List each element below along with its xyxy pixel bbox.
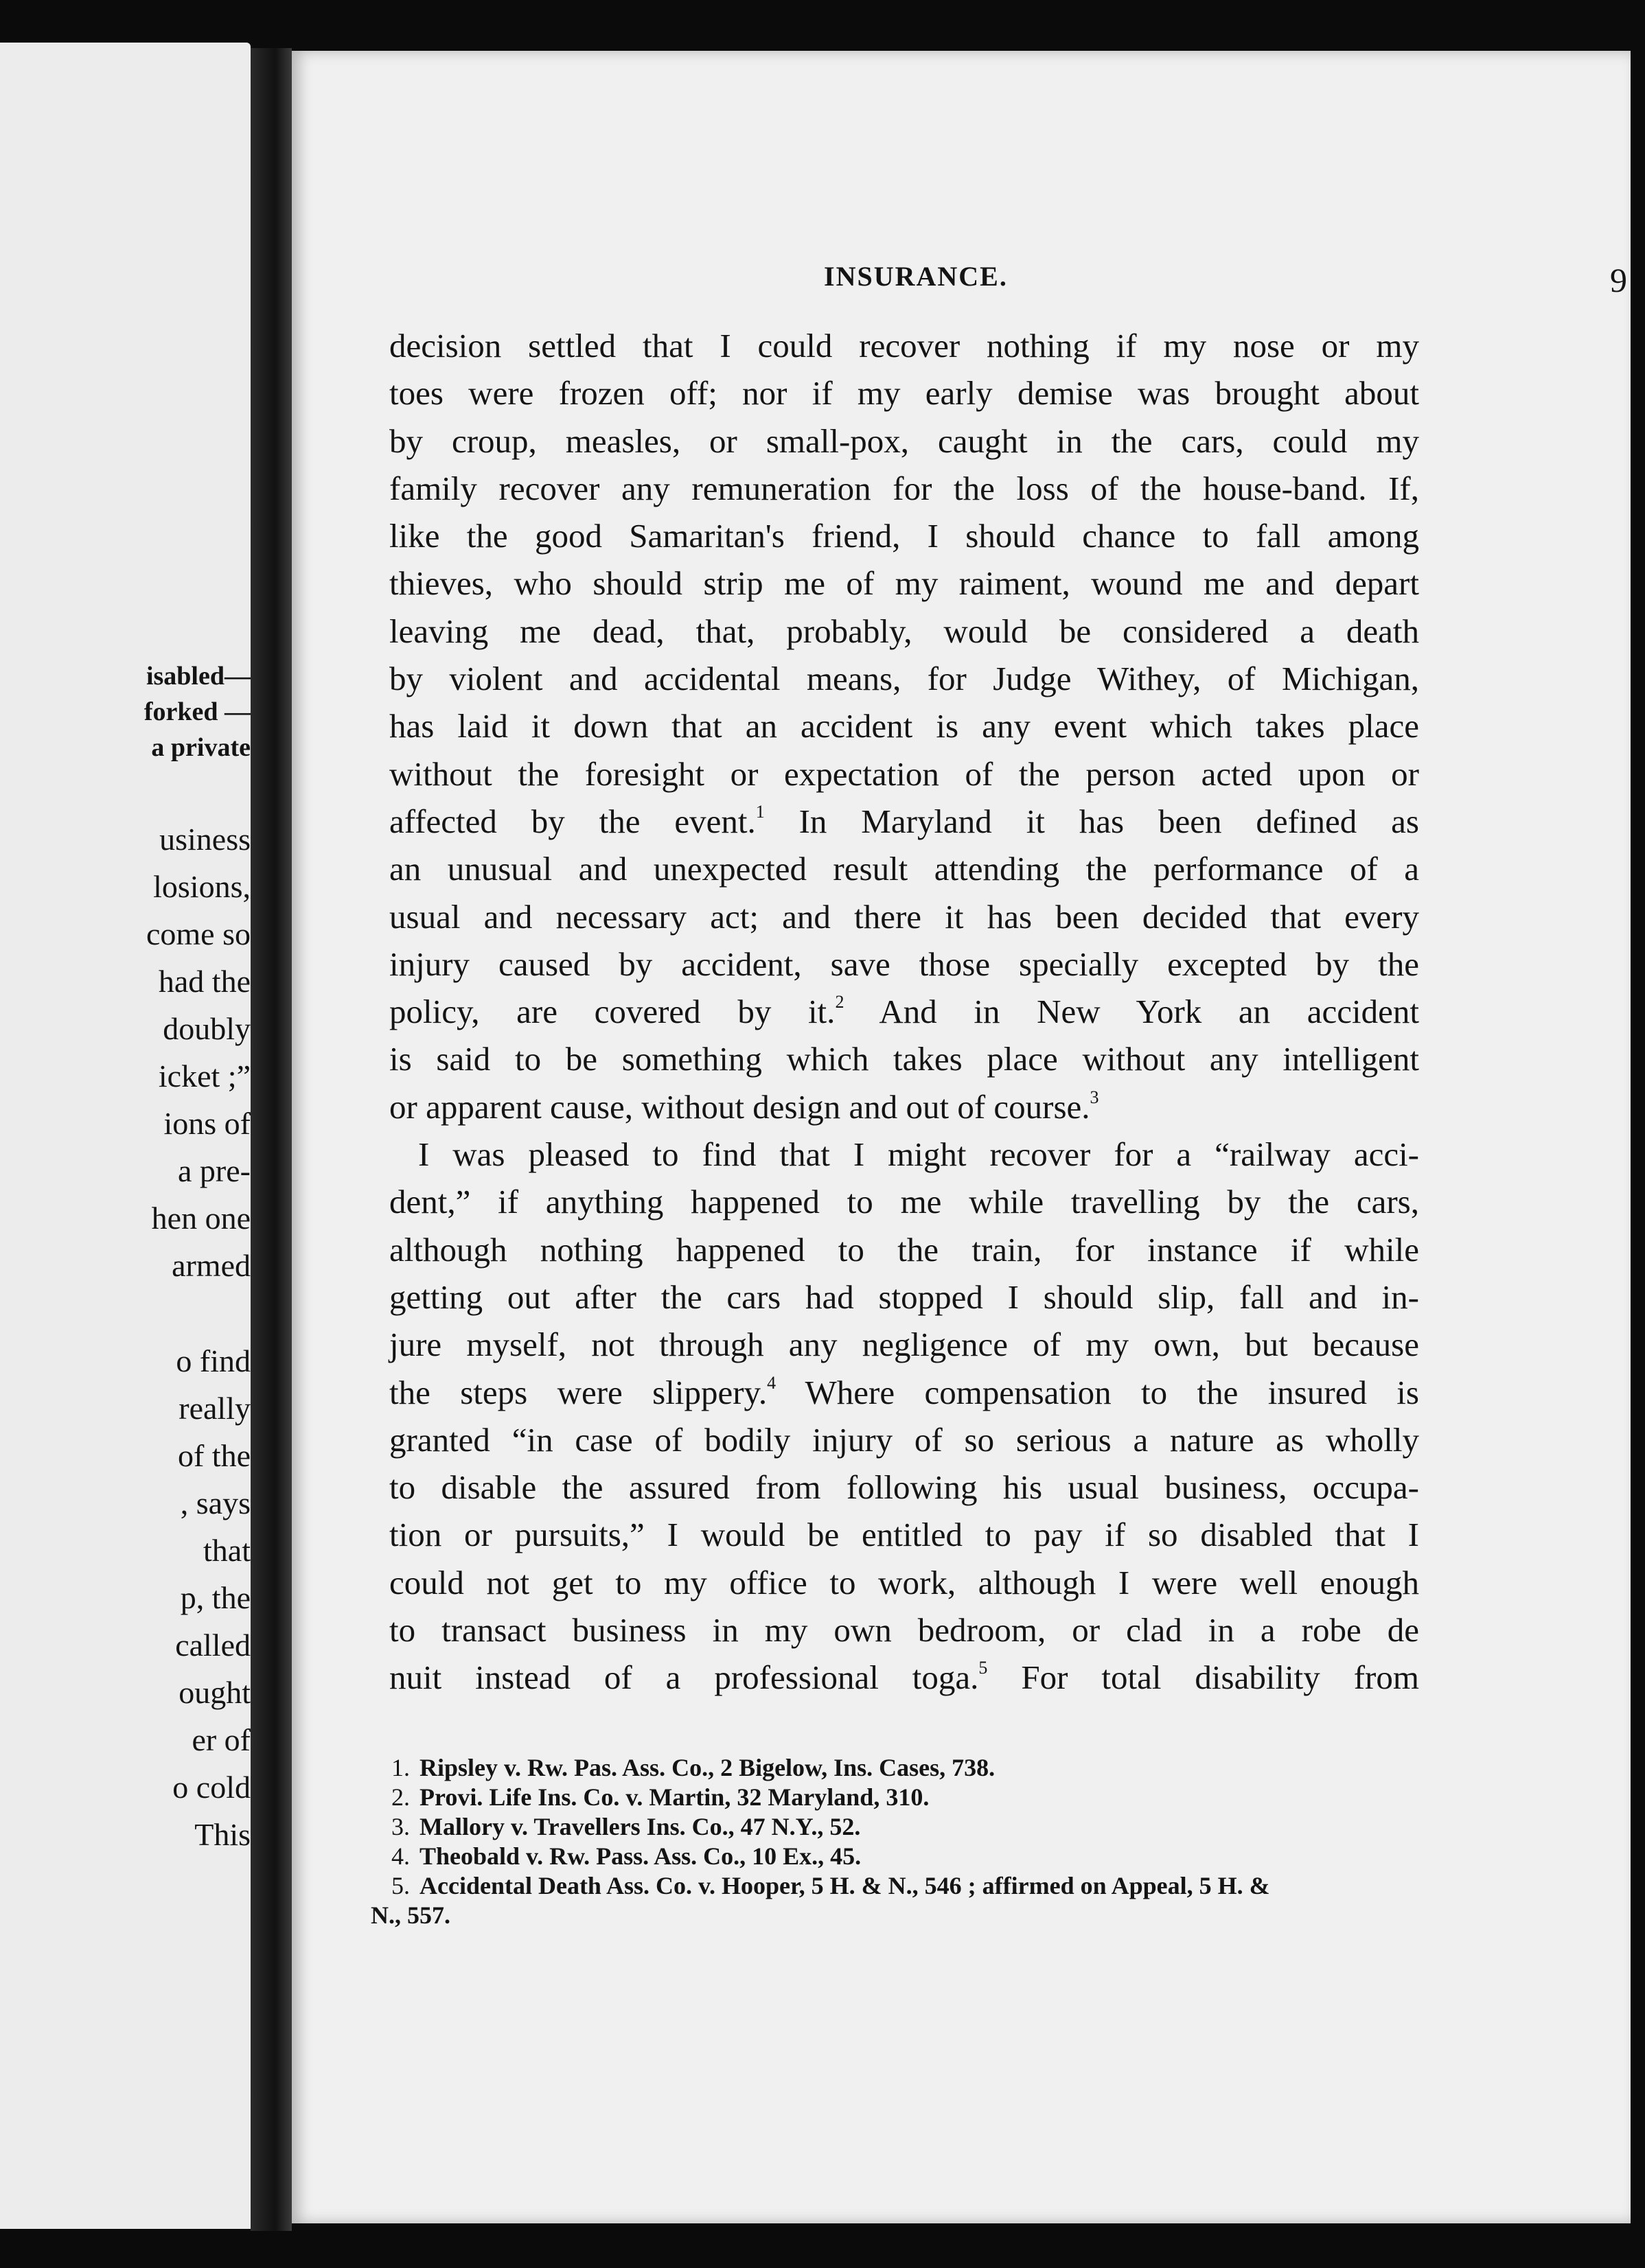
left-fragment-line: armed [172,1248,251,1283]
text-line: jure myself, not through any negligence of my own, but because [389,1326,1419,1364]
text-line: usual and necessary act; and there it has been decided that every [389,897,1419,936]
left-fragment-line: losions, [153,869,251,904]
text-line: toes were frozen off; nor if my early demise was brought about [389,374,1419,413]
footnotes [371,1753,1421,2028]
text-line: is said to be something which takes place without any intelligent [389,1040,1419,1078]
footnote-ref: 2 [835,992,844,1012]
footnote: 1. Ripsley v. Rw. Pas. Ass. Co., 2 Bigelow, Ins. Cases, 738. [391,1754,996,1781]
text-line: getting out after the cars had stopped I should slip, fall and in- [389,1277,1419,1316]
left-fragment-line: o cold [172,1770,251,1805]
text-line: has laid it down that an accident is any event which takes place [389,707,1419,745]
left-fragment-line: that [203,1533,251,1568]
text-line: tion or pursuits,” I would be entitled to pay if so disabled that I [389,1516,1419,1554]
left-fragment-line: This [194,1817,251,1852]
text-line: an unusual and unexpected result attending the performance of a [389,850,1419,888]
text-line: granted “in case of bodily injury of so serious a nature as wholly [389,1420,1419,1459]
text-line: thieves, who should strip me of my raiment, wound me and depart [389,564,1419,603]
book-page [292,51,1631,2223]
footnote-ref: 5 [978,1658,988,1678]
left-fragment-line: ought [179,1675,251,1710]
left-fragment-line: hen one [151,1201,251,1236]
left-fragment-line: doubly [163,1011,251,1046]
text-line: by croup, measles, or small-pox, caught in the cars, could my [389,421,1419,460]
left-fragment-line: of the [177,1438,251,1473]
text-line: like the good Samaritan's friend, I should chance to fall among [389,517,1419,555]
text-line: although nothing happened to the train, for instance if while [389,1230,1419,1269]
body-text [389,322,1419,1750]
page-number: 9 [1610,261,1627,299]
left-page-fragment [0,43,251,2229]
footnote: 3. Mallory v. Travellers Ins. Co., 47 N.Y., 52. [391,1813,861,1840]
left-fragment-line: a pre- [178,1153,251,1188]
text-line: the steps were slippery.$^4$ Where compensation to the insured is [389,1372,1419,1411]
text-line: family recover any remuneration for the loss of the house-band. If, [389,469,1419,507]
footnote-ref: 3 [1090,1087,1099,1107]
footnote-continuation: N., 557. [371,1901,450,1929]
running-head-title: INSURANCE. [824,261,1008,292]
text-line: without the foresight or expectation of the person acted upon or [389,754,1419,793]
left-fragment-line: called [175,1628,251,1663]
footnote: 4. Theobald v. Rw. Pass. Ass. Co., 10 Ex., 45. [391,1842,862,1870]
left-fragment-line: icket ;” [158,1058,251,1094]
left-fragment-line: come so [146,916,251,951]
text-line: to disable the assured from following his usual business, occupa- [389,1468,1419,1507]
text-line: injury caused by accident, save those specially excepted by the [389,945,1419,983]
left-fragment-line: a private [151,733,251,762]
text-line: I was pleased to find that I might recover for a “railway acci- [418,1135,1419,1174]
footnote-ref: 4 [767,1372,777,1393]
text-line: affected by the event.$^1$ In Maryland it has been defined as [389,801,1419,840]
left-fragment-line: had the [158,964,251,999]
footnote: 5. Accidental Death Ass. Co. v. Hooper, 5 H. & N., 546 ; affirmed on Appeal, 5 H. & [391,1872,1270,1899]
text-line: dent,” if anything happened to me while travelling by the cars, [389,1183,1419,1221]
left-fragment-line: forked — [143,697,251,726]
text-line: or apparent cause, without design and out of course.$^3$ [389,1087,1099,1126]
text-line: decision settled that I could recover nothing if my nose or my [389,327,1419,364]
text-line: to transact business in my own bedroom, or clad in a robe de [389,1611,1419,1650]
left-fragment-line: usiness [159,822,251,857]
footnote: 2. Provi. Life Ins. Co. v. Martin, 32 Maryland, 310. [391,1783,930,1811]
left-fragment-line: ions of [163,1106,251,1141]
text-line: nuit instead of a professional toga.$^5$ For total disability from [389,1658,1419,1697]
left-fragment-line: really [179,1391,251,1426]
left-fragment-line: , says [180,1485,251,1520]
book-gutter [251,48,292,2231]
left-fragment-line: isabled— [146,662,251,691]
left-fragment-line: p, the [180,1580,251,1615]
left-fragment-line: o find [176,1343,251,1378]
text-line: policy, are covered by it.$^2$ And in New York an accident [389,992,1419,1031]
running-head [824,260,1627,301]
text-line: could not get to my office to work, although I were well enough [389,1563,1419,1601]
text-line: by violent and accidental means, for Judge Withey, of Michigan, [389,660,1419,698]
text-line: leaving me dead, that, probably, would be considered a death [389,612,1419,650]
footnote-ref: 1 [755,801,765,822]
left-fragment-line: er of [192,1722,251,1757]
